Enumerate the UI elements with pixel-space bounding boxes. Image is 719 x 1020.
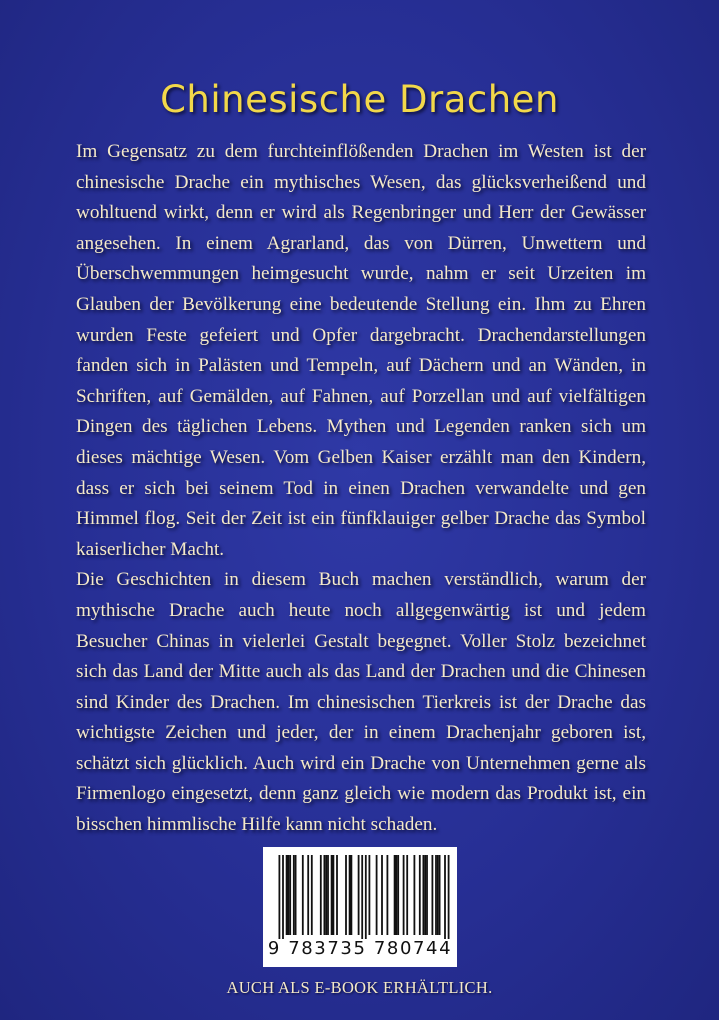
barcode-bar (331, 855, 333, 935)
barcode-guard-bar (282, 855, 284, 939)
blurb-text (76, 137, 646, 841)
barcode-bar (387, 855, 389, 935)
barcode-bar (426, 855, 428, 935)
barcode-bar (381, 855, 383, 935)
barcode-bar (369, 855, 371, 935)
barcode-guard-bar (365, 855, 367, 939)
barcode-bar (397, 855, 399, 935)
barcode-bar (311, 855, 313, 935)
cover-title: Chinesische Drachen (160, 78, 559, 121)
barcode-bar (424, 855, 426, 935)
barcode-bar (358, 855, 360, 935)
barcode-bar (419, 855, 421, 935)
barcode-bar (293, 855, 295, 935)
barcode-guard-bar (444, 855, 446, 939)
barcode-digits: 9 783735 780744 (267, 938, 453, 959)
barcode-bar (439, 855, 441, 935)
barcode-guard-bar (361, 855, 363, 939)
barcode-bar (403, 855, 405, 935)
barcode-bar (286, 855, 288, 935)
barcode-bar (289, 855, 291, 935)
barcode-bar (324, 855, 326, 935)
barcode-bars (263, 847, 457, 939)
barcode-bar (288, 855, 290, 935)
barcode-bar (437, 855, 439, 935)
barcode-bar (325, 855, 327, 935)
barcode-bar (414, 855, 416, 935)
barcode-bar (423, 855, 425, 935)
blurb-paragraph-2: Die Geschichten in diesem Buch machen verständlich, warum der mythische Drache auch heute noch allgegenwärtig ist und jedem Besucher Chinas in vielerlei Gestalt begegnet. Voller Stolz bezeichnet sich das Land der Mitte auch als das Land der Drachen und die Chinesen sind Kinder des Drachen. Im chinesischen Tierkreis ist der Drache das wichtigste Zeichen und jeder, der in einem Drachenjahr geboren ist, schätzt sich glücklich. Auch wird ein Drache von Unternehmen gerne als Firmenlogo eingesetzt, denn ganz gleich wie modern das Produkt ist, ein bisschen himmlische Hilfe kann nicht schaden. (76, 569, 646, 836)
barcode-bar (396, 855, 398, 935)
barcode-bar (376, 855, 378, 935)
barcode-bar (327, 855, 329, 935)
barcode-bar (394, 855, 396, 935)
barcode-bar (307, 855, 309, 935)
barcode-bar (432, 855, 434, 935)
barcode-bar (435, 855, 437, 935)
barcode-bar (336, 855, 338, 935)
barcode-guard-bar (448, 855, 450, 939)
ebook-note: AUCH ALS E-BOOK ERHÄLTLICH. (226, 978, 493, 997)
barcode-bar (406, 855, 408, 935)
barcode-bar (333, 855, 335, 935)
barcode-bar (351, 855, 353, 935)
blurb-paragraph-1: Im Gegensatz zu dem furchteinflößenden Drachen im Westen ist der chinesische Drache ein mythisches Wesen, das glücksverheißend und wohltuend wirkt, denn er wird als Regenbringer und Herr der Gewässer angesehen. In einem Agrarland, das von Dürren, Unwettern und Überschwemmungen heimgesucht wurde, nahm er seit Urzeiten im Glauben der Bevölkerung eine bedeutende Stellung ein. Ihm zu Ehren wurden Feste gefeiert und Opfer dargebracht. Drachendarstellungen fanden sich in Palästen und Tempeln, auf Dächern und an Wänden, in Schriften, auf Gemälden, auf Fahnen, auf Porzellan und auf vielfältigen Dingen des täglichen Lebens. Mythen und Legenden ranken sich um dieses mächtige Wesen. Vom Gelben Kaiser erzählt man den Kindern, dass er sich bei seinem Tod in einen Drachen verwandelte und gen Himmel flog. Seit der Zeit ist ein fünfklauiger gelber Drache das Symbol kaiserlicher Macht. (76, 141, 646, 560)
barcode-bar (349, 855, 351, 935)
isbn-barcode (263, 847, 457, 967)
barcode-bar (302, 855, 304, 935)
barcode-guard-bar (279, 855, 281, 939)
barcode-bar (345, 855, 347, 935)
barcode-bar (320, 855, 322, 935)
barcode-bar (295, 855, 297, 935)
